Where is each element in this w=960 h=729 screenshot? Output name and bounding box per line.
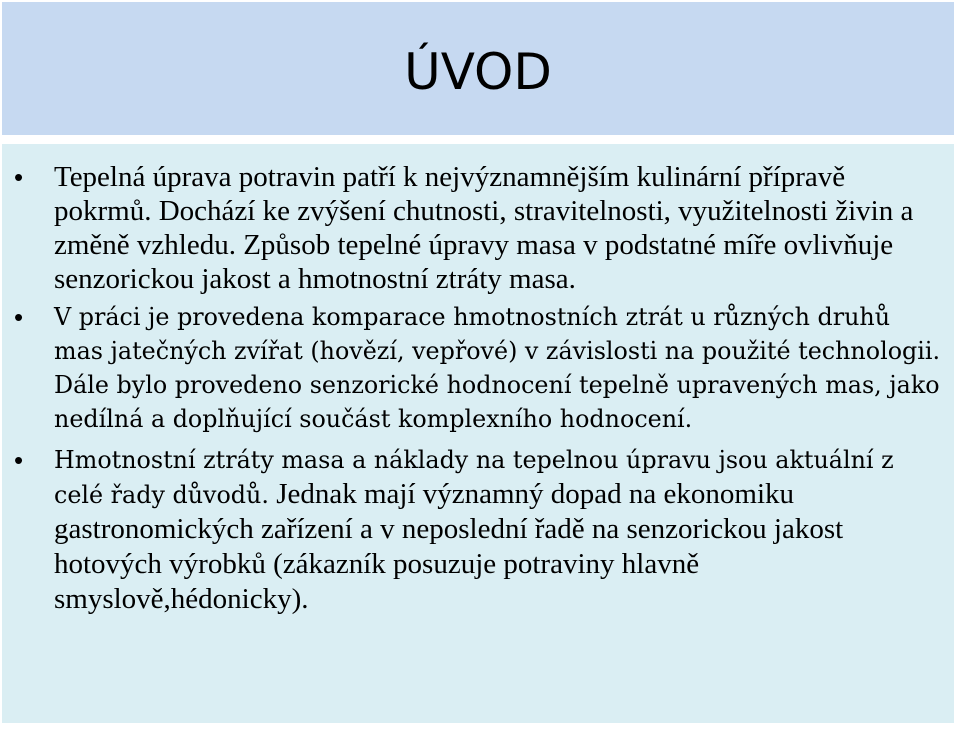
bullet-text-3: Hmotnostní ztráty masa a náklady na tepelnou úpravu jsou aktuální z celé řady důvodů. [54, 446, 894, 509]
bullet-item-3 [0, 443, 945, 617]
title-bar [2, 2, 954, 135]
slide-title: ÚVOD [404, 43, 552, 101]
bullet-text-1: Tepelná úprava potravin patří k nejvýznamnějším kulinární přípravě pokrmů. Dochází ke zvýšení chutnosti, stravitelnosti, využitelnosti živin a změně vzhledu. Způsob tepelné úpravy masa v podstatné míře ovlivňuje senzorickou jakost a hmotnostní ztráty masa. [54, 161, 914, 295]
bullet-item-1 [0, 160, 945, 296]
bullet-item-2 [0, 300, 945, 436]
bullet-text-2: V práci je provedena komparace hmotnostních ztrát u různých druhů mas jatečných zvířat (hovězí, vepřové) v závislosti na použité technologii. Dále bylo provedeno senzorické hodnocení tepelně upravených mas, jako nedílná a doplňující součást komplexního hodnocení. [54, 303, 941, 433]
bullet-text-3-continued: Jednak mají významný dopad na ekonomiku gastronomických zařízení a v neposlední řadě na senzorickou jakost hotových výrobků (zákazník posuzuje potraviny hlavně smyslově,hédonicky). [54, 478, 844, 615]
bullet-list [0, 160, 945, 617]
